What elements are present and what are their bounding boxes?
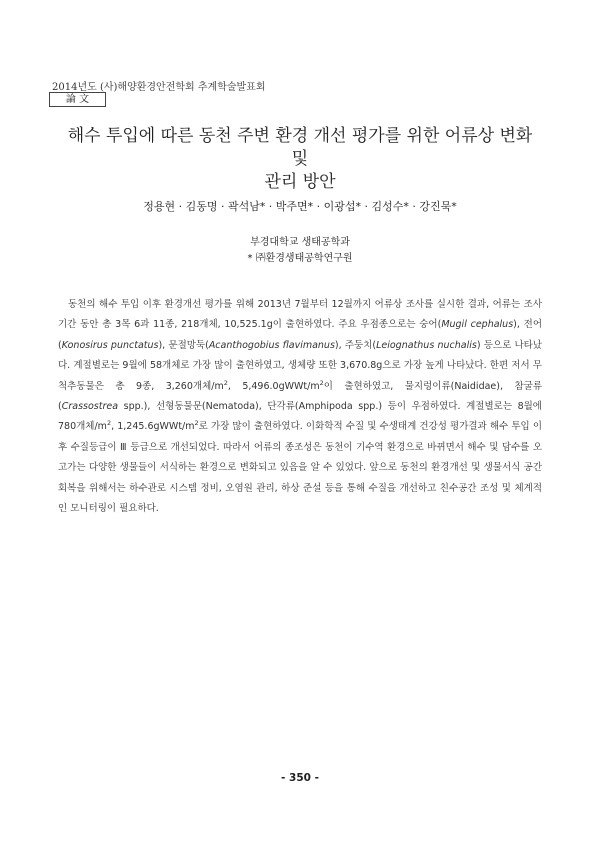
superscript: 2 (106, 419, 112, 428)
abstract-text: 이 출현하였고, 물지렁이류(Naididae), 참굴류( (58, 380, 542, 413)
affiliation-secondary: * ㈜환경생태공학연구원 (247, 253, 353, 264)
page-number: - 350 - (281, 772, 319, 784)
species-name: Crassostrea (61, 401, 119, 413)
abstract-text: ) 등으로 나타났다. 계절별로는 9월에 58개체로 가장 많이 출현하였고, 생체량 또한 3,670.8g으로 가장 높게 나타났다. 한편 저서 무척추동물은 총 9종, 3,260개체/m (58, 339, 542, 392)
species-name: Mugil cephalus (441, 319, 514, 331)
abstract-text: 로 가장 많이 출현하였다. 이화학적 수질 및 수생태계 건강성 평가결과 해수 투입 이후 수질등급이 Ⅲ 등급으로 개선되었다. 따라서 어류의 종조성은 동천이 기수역 환경으로 바뀌면서 해수 및 담수를 오고가는 다양한 생물들이 서식하는 환경으로 변화되고 있음을 알 수 있었다. 앞으로 동천의 환경개선 및 생물서식 공간 회복을 위해서는 하수관로 시스템 정비, 오염원 관리, 하상 준설 등을 통해 수질을 개선하고 친수공간 조성 및 체계적인 모니터링이 필요하다. (58, 421, 542, 515)
abstract-text: 동천의 해수 투입 이후 환경개선 평가를 위해 2013년 7월부터 12월까지 어류상 조사를 실시한 결과, 어류는 조사기간 동안 총 3목 6과 11종, 218개체, 10,525.1g이 출현하였다. 주요 우점종으로는 숭어( (58, 299, 542, 331)
abstract-text: ), 문절망둑( (158, 339, 209, 351)
species-name: Leiognathus nuchalis (376, 339, 477, 351)
conference-header: 2014년도 (사)해양환경안전학회 추계학술발표회 (52, 82, 266, 93)
abstract-text: ), 주둥치( (334, 339, 377, 351)
superscript: 2 (194, 419, 199, 428)
abstract-text: , 1,245.6gWWt/m (111, 421, 195, 433)
title-line-1: 해수 투입에 따른 동천 주변 환경 개선 평가를 위한 어류상 변화 및 (67, 126, 533, 169)
species-name: Acanthogobius flavimanus (208, 339, 335, 351)
author-list: 정용현 · 김동명 · 곽석남* · 박주면* · 이광섭* · 김성수* · 강진묵* (143, 200, 457, 213)
abstract-text: , 5,496.0gWWt/m (227, 380, 320, 392)
species-name: Konosirus punctatus (61, 339, 159, 351)
superscript: 2 (223, 378, 228, 387)
paper-title (60, 125, 540, 194)
title-line-2: 관리 방안 (264, 172, 336, 192)
abstract-text: ), 전어( (58, 319, 542, 351)
superscript: 2 (319, 378, 324, 387)
article-type-tag: 論 文 (49, 92, 106, 107)
abstract-paragraph (58, 295, 542, 519)
affiliation-primary: 부경대학교 생태공학과 (250, 237, 350, 248)
abstract-text: spp.), 선형동물문(Nematoda), 단각류(Amphipoda spp.) 등이 우점하였다. 계절별로는 8월에 780개체/m (58, 401, 542, 433)
